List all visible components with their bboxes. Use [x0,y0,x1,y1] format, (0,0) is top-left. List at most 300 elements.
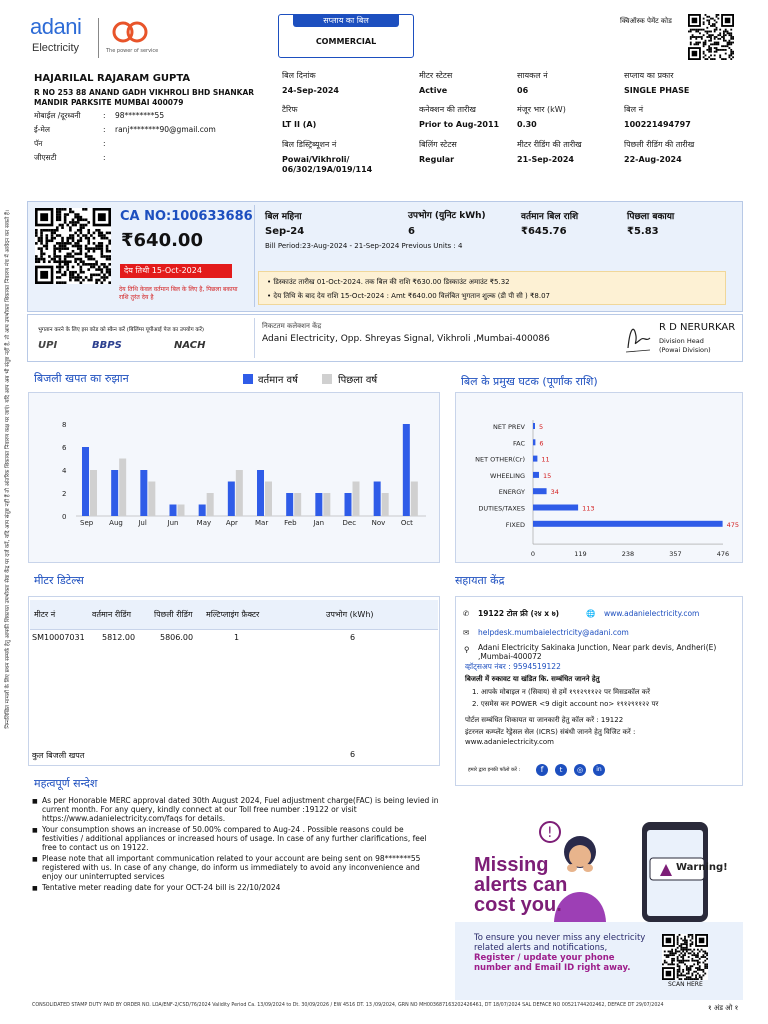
detail-value: LT II (A) [282,120,317,129]
qr-module [101,263,104,266]
qr-module [730,38,732,40]
qr-module [80,232,83,235]
qr-module [701,949,703,951]
qr-module [703,45,705,47]
qr-module [710,31,712,33]
qr-module [108,242,111,245]
qr-module [730,43,732,45]
trend-x-tick: Feb [284,519,297,527]
qr-module [693,949,695,951]
qr-module [716,29,718,31]
qr-module [684,952,686,954]
detail-label: मीटर स्टेटस [419,71,453,80]
qr-module [53,250,56,253]
qr-module [690,943,692,945]
qr-module [690,952,692,954]
qr-module [690,38,692,40]
trend-bar-current [315,493,322,516]
qr-module [701,956,703,958]
qr-module [697,949,699,951]
qr-module [40,229,43,232]
qr-module [45,247,48,250]
qr-module [680,974,682,976]
trend-x-tick: Dec [342,519,357,527]
qr-module [677,936,679,938]
qr-module [725,29,727,31]
qr-module [691,943,693,945]
qr-module [98,245,101,248]
qr-module [108,281,111,284]
qr-module [723,32,725,34]
qr-module [688,967,690,969]
qr-module [732,38,734,40]
qr-module [710,36,712,38]
portal-note: पोर्टल सम्बंधित शिकायत या जानकारी हेतु कॉल करें : 19122 [465,716,624,724]
scan-here-label: SCAN HERE [668,981,703,988]
qr-module [697,963,699,965]
qr-module [69,276,72,279]
power-of-service-tagline: The power of service [106,48,159,54]
detail-label: सप्लाय का प्रकार [624,71,674,80]
qr-module [74,245,77,248]
qr-module [706,16,708,18]
qr-module [61,208,64,211]
qr-module [72,276,75,279]
qr-module [101,281,104,284]
qr-module [690,967,692,969]
qr-module [703,34,705,36]
qr-module [679,965,681,967]
qr-module [677,971,679,973]
qr-module [69,208,72,211]
qr-module [714,47,716,49]
qr-module [714,29,716,31]
discount-box [258,271,726,305]
qr-module [45,245,48,248]
qr-module [90,274,93,277]
kiosk-qr-code[interactable] [688,14,734,60]
qr-module [59,216,62,219]
qr-module [77,247,80,250]
qr-module [56,276,59,279]
qr-module [56,281,59,284]
help-phone[interactable]: 19122 टोल फ्री (२४ x ७) [478,609,560,618]
trend-x-tick: Jun [167,519,179,527]
components-category-label: NET PREV [493,423,525,431]
meter-no: SM10007031 [32,633,85,642]
qr-module [87,242,90,245]
qr-module [727,32,729,34]
ad-text-highlight: Register / update your phone number and Email ID right away. [474,953,631,973]
meter-consumption: 6 [350,633,356,642]
qr-module [695,978,697,980]
qr-module [710,25,712,27]
qr-module [64,255,67,258]
qr-module [59,245,62,248]
qr-module [703,21,705,23]
qr-module [664,962,666,964]
qr-module [669,963,671,965]
qr-module [53,232,56,235]
qr-module [90,255,93,258]
qr-module [704,963,706,965]
qr-module [686,973,688,975]
help-email[interactable]: helpdesk.mumbaielectricity@adani.com [478,628,629,637]
qr-module [56,271,59,274]
qr-module [59,268,62,271]
qr-module [684,963,686,965]
instagram-icon[interactable]: ◎ [574,764,586,776]
qr-module [80,245,83,248]
qr-module [74,276,77,279]
qr-module [682,954,684,956]
qr-module [708,45,710,47]
trend-x-tick: Jul [138,519,147,527]
qr-module [677,973,679,975]
qr-module [90,276,93,279]
qr-module [673,958,675,960]
qr-module [77,263,80,266]
qr-module [673,952,675,954]
qr-module [716,43,718,45]
qr-module [80,260,83,263]
arrears-label: पिछला बकाया [627,212,675,222]
qr-module [72,234,75,237]
qr-module [710,49,712,51]
qr-module [51,239,54,242]
messages-list [32,796,440,894]
qr-module [108,274,111,277]
qr-module [716,42,718,44]
qr-module [716,47,718,49]
trend-x-tick: Jan [313,519,325,527]
signatory-role-title: Division Head [659,337,704,345]
trend-bar-previous [207,493,214,516]
qr-module [106,250,109,253]
qr-module [64,271,67,274]
qr-module [66,247,69,250]
qr-module [714,25,716,27]
message-item: ■ As per Honorable MERC approval dated 30th August 2024, Fuel adjustment charge(FAC) is being levied in current month. For any query, kindly connect at our Toll free number :19122 or visit https://www.adanielectricity.com/faqs for details. [32,796,440,823]
qr-module [56,266,59,269]
qr-module [697,954,699,956]
mail-icon: ✉ [463,628,470,637]
nach-logo[interactable]: NACH [174,340,206,351]
qr-module [710,38,712,40]
qr-module [61,239,64,242]
components-bar [533,505,578,511]
whatsapp-number[interactable]: व्हॉट्सअप नंबर : 9594519122 [465,662,561,671]
components-title: बिल के प्रमुख घटक (पूर्णांक राशि) [461,375,598,388]
trend-bar-previous [119,459,126,517]
trend-x-tick: Nov [371,519,386,527]
globe-icon: 🌐 [586,609,596,618]
bill-month-value: Sep-24 [265,226,305,237]
components-value-label: 5 [539,423,544,431]
qr-module [56,229,59,232]
trend-bar-current [286,493,293,516]
qr-module [51,229,54,232]
qr-module [705,31,707,33]
icrs-url[interactable]: www.adanielectricity.com [465,738,554,746]
qr-module [59,263,62,266]
qr-module [717,43,719,45]
qr-module [708,20,710,22]
qr-module [85,245,88,248]
qr-module [680,943,682,945]
qr-module [673,963,675,965]
qr-module [56,226,59,229]
qr-module [721,36,723,38]
qr-module [98,274,101,277]
qr-module [77,253,80,256]
qr-module [80,281,83,284]
facebook-icon[interactable]: f [536,764,548,776]
qr-module [69,253,72,256]
qr-module [684,949,686,951]
qr-module [53,245,56,248]
qr-module [98,229,101,232]
linkedin-icon[interactable]: in [593,764,605,776]
components-value-label: 11 [541,455,550,464]
qr-module [728,47,730,49]
qr-module [702,974,704,976]
qr-finder-core [40,213,48,221]
meter-factor: 1 [234,633,240,642]
message-item: ■ Your consumption shows an increase of 50.00% compared to Aug-24 . Possible reasons could be festivities / additional appliances or increased hours of usage. In case of any further clarifications, feel free to contact us on 19122. [32,825,440,852]
qr-module [677,976,679,978]
qr-module [80,216,83,219]
trend-x-tick: Aug [109,519,123,527]
qr-module [691,960,693,962]
qr-module [59,218,62,221]
qr-module [721,58,723,60]
register-qr-code[interactable] [662,934,708,980]
qr-module [77,274,80,277]
qr-module [703,53,705,55]
qr-module [680,947,682,949]
qr-module [95,268,98,271]
qr-module [669,951,671,953]
qr-module [708,16,710,18]
qr-module [690,934,692,936]
qr-module [693,971,695,973]
components-category-label: FIXED [505,520,525,529]
qr-module [692,36,694,38]
qr-module [703,42,705,44]
qr-module [51,232,54,235]
qr-module [680,956,682,958]
qr-module [695,42,697,44]
meter-row [30,630,438,646]
qr-module [101,245,104,248]
qr-module [717,34,719,36]
qr-module [77,279,80,282]
payment-qr-code[interactable] [35,208,111,284]
qr-module [43,260,46,263]
qr-module [688,31,690,33]
vertical-note: निम्नलिखित मामलों के लिए प्रथम सम्पर्क हेतु आपकी शिकायत उपभोक्ता सेवा केंद्र पर दर्ज करें, यदि आप संतुष्ट नहीं हैं तो आंतरिक शिकायत निवारण कक्ष पर जाएं। यदि आप अब भी संतुष्ट नहीं हैं, तो आप उपभोक्ता शिकायत निवारण मंच में आवेदन कर सकते हैं। [5,210,11,729]
qr-module [668,951,670,953]
qr-module [693,963,695,965]
upi-logo[interactable]: UPI [38,340,58,351]
qr-module [40,242,43,245]
qr-module [82,260,85,263]
trend-bar-current [111,470,118,516]
components-x-tick: 0 [530,550,536,559]
qr-module [108,271,111,274]
qr-module [677,940,679,942]
customer-address: R NO 253 88 ANAND GADH VIKHROLI BHD SHANKAR MANDIR PARKSITE MUMBAI 400079 [34,88,255,107]
qr-module [723,45,725,47]
qr-module [680,960,682,962]
qr-module [59,258,62,261]
qr-module [684,974,686,976]
qr-module [101,234,104,237]
qr-module [90,263,93,266]
qr-module [725,34,727,36]
qr-module [90,279,93,282]
components-category-label: NET OTHER(Cr) [475,455,525,464]
twitter-icon[interactable]: t [555,764,567,776]
qr-module [686,943,688,945]
qr-module [59,234,62,237]
signatory-division: (Powai Division) [659,346,711,354]
discount-line-1: • डिस्काउंट तारीख 01-Oct-2024. तक बिल की राशि ₹630.00 डिस्काउंट अमाउंट ₹5.32 [267,278,510,286]
qr-module [716,14,718,16]
qr-module [59,213,62,216]
qr-module [699,969,701,971]
qr-module [682,960,684,962]
qr-module [87,237,90,240]
detail-value: 100221494797 [624,120,691,129]
qr-module [705,42,707,44]
qr-module [40,234,43,237]
qr-module [686,960,688,962]
qr-module [706,963,708,965]
qr-module [690,978,692,980]
qr-module [699,42,701,44]
qr-module [684,938,686,940]
qr-module [699,974,701,976]
ad-title-line-3: cost you. [474,894,562,916]
qr-module [671,963,673,965]
qr-module [702,971,704,973]
qr-module [686,978,688,980]
collection-centre-value: Adani Electricity, Opp. Shreyas Signal, Vikhroli ,Mumbai-400086 [262,334,550,344]
qr-module [53,258,56,261]
qr-module [728,42,730,44]
qr-module [77,234,80,237]
components-bar [533,456,537,462]
qr-module [72,250,75,253]
qr-module [74,253,77,256]
qr-module [98,268,101,271]
qr-module [82,224,85,227]
qr-module [35,242,38,245]
qr-module [695,43,697,45]
qr-module [691,951,693,953]
qr-module [691,934,693,936]
trend-y-tick: 0 [62,513,67,521]
qr-module [699,36,701,38]
ca-number: CA NO:100633686 [120,209,253,224]
qr-module [704,960,706,962]
qr-module [74,271,77,274]
qr-module [677,965,679,967]
qr-module [693,952,695,954]
trend-x-tick: Apr [225,519,238,527]
qr-module [723,40,725,42]
trend-bar-previous [236,470,243,516]
qr-finder-core [725,18,731,24]
qr-module [45,239,48,242]
qr-module [717,18,719,20]
qr-module [717,42,719,44]
components-chart [455,392,743,563]
qr-module [106,268,109,271]
components-value-label: 475 [726,520,740,529]
qr-module [725,45,727,47]
trend-y-tick: 6 [62,444,67,452]
meter-header-consumption: उपभोग (kWh) [326,610,374,619]
help-website[interactable]: www.adanielectricity.com [604,609,700,618]
qr-module [85,224,88,227]
qr-module [708,34,710,36]
qr-module [66,268,69,271]
qr-module [106,232,109,235]
sms-step-1: 1. आपके मोबाइल न (सिवाय) से हमें १९१२९११२२ पर मिसडकॉल करें [472,688,650,696]
qr-module [714,23,716,25]
detail-label: बिल दिनांक [282,71,316,80]
legend-current-label: वर्तमान वर्ष [258,375,298,386]
components-value-label: 15 [542,471,552,480]
qr-module [48,255,51,258]
qr-module [680,962,682,964]
trend-bar-current [374,482,381,517]
qr-module [40,258,43,261]
qr-module [61,266,64,269]
bbps-logo[interactable]: BBPS [92,340,122,351]
mobile-row [34,111,80,121]
qr-module [101,268,104,271]
qr-module [77,258,80,261]
qr-module [679,974,681,976]
qr-module [66,237,69,240]
meter-total-value: 6 [350,750,356,759]
trend-y-tick: 4 [62,467,67,475]
qr-module [101,247,104,250]
qr-module [90,247,93,250]
qr-module [80,276,83,279]
footer-stamp-duty: CONSOLIDATED STAMP DUTY PAID BY ORDER NO. LOA/ENF-2/CSD/76/2024 Validity Period Ca. 13/09/2024 to Dt. 30/09/2026 / EW 4516 DT. 13 /09/2024, GRN NO MH003687163202426461, DT 18/07/2024 SAL DEFACE NO 00521744202462, DEFACE DT 29/07/2024 [32,1003,664,1008]
detail-value: Active [419,86,448,95]
qr-module [61,247,64,250]
trend-bar-current [228,482,235,517]
qr-module [673,954,675,956]
current-bill-label: वर्तमान बिल राशि [521,212,579,222]
qr-module [714,58,716,60]
qr-module [728,54,730,56]
qr-module [87,279,90,282]
qr-module [695,956,697,958]
qr-module [719,38,721,40]
qr-finder-core [40,271,48,279]
qr-module [710,54,712,56]
meter-title: मीटर डिटेल्स [34,574,84,587]
qr-module [90,234,93,237]
components-category-label: DUTIES/TAXES [478,504,525,513]
